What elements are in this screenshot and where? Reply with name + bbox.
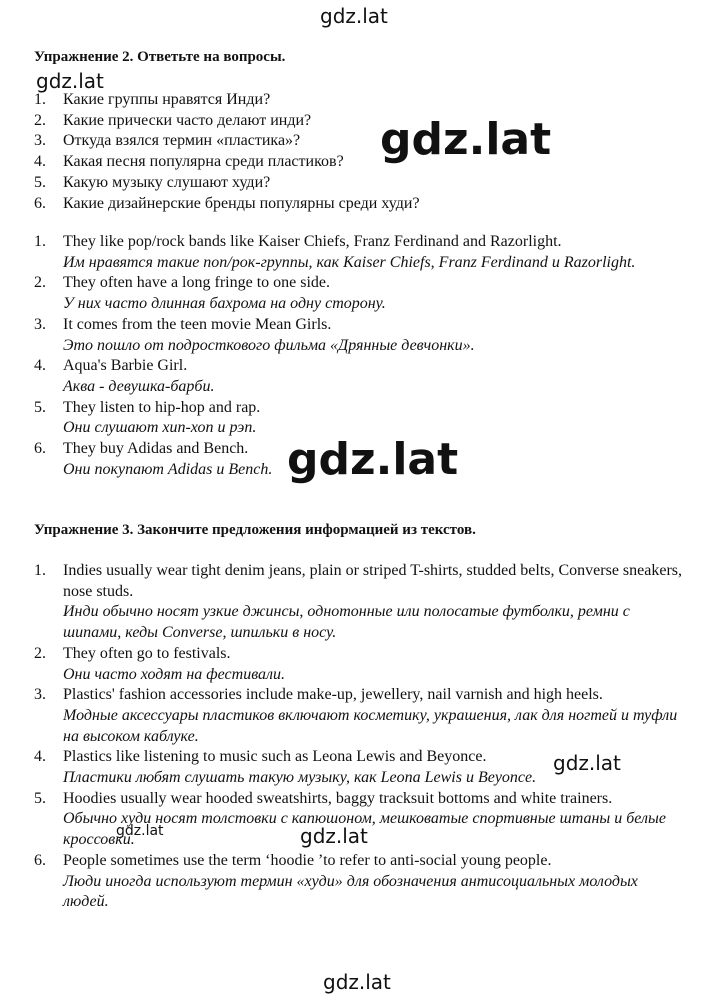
answer-item [34,398,684,439]
answer-item [34,644,684,685]
answer-item [34,273,684,314]
question-text: Какая песня популярна среди пластиков? [63,153,344,171]
answer-english: They often have a long fringe to one side. [63,274,331,292]
exercise2-heading: Упражнение 2. Ответьте на вопросы. [34,49,286,65]
exercise3-heading: Упражнение 3. Закончите предложения информацией из текстов. [34,522,476,538]
question-item [34,90,684,111]
answer-english: They buy Adidas and Bench. [63,440,249,458]
item-number: 3. [34,686,46,704]
answer-english: Plastics like listening to music such as Leona Lewis and Beyonce. [63,748,487,766]
answer-russian: Они покупают Adidas и Bench. [63,460,273,478]
question-item [34,173,684,194]
item-number: 2. [34,111,46,129]
question-item [34,194,684,215]
answer-english: Indies usually wear tight denim jeans, plain or striped T-shirts, studded belts, Converse sneakers, nose studs. [63,562,682,600]
question-item [34,152,684,173]
answer-russian: Они часто ходят на фестивали. [63,665,286,683]
question-text: Какую музыку слушают худи? [63,173,271,191]
answer-russian: Им нравятся такие поп/рок-группы, как Kaiser Chiefs, Franz Ferdinand и Razorlight. [63,253,636,271]
watermark-text: gdz.lat [116,823,164,839]
answer-russian: Модные аксессуары пластиков включают косметику, украшения, лак для ногтей и туфли на высоком каблуке. [63,706,678,745]
answer-english: They like pop/rock bands like Kaiser Chiefs, Franz Ferdinand and Razorlight. [63,233,562,250]
watermark-text: gdz.lat [287,434,459,485]
answer-english: Hoodies usually wear hooded sweatshirts, baggy tracksuit bottoms and white trainers. [63,789,613,807]
answer-english: They often go to festivals. [63,644,231,662]
item-number: 3. [34,132,46,150]
item-number: 2. [34,644,46,662]
item-number: 5. [34,789,46,807]
answer-russian: Пластики любят слушать такую музыку, как Leona Lewis и Beyonce. [63,769,537,787]
answer-english: It comes from the teen movie Mean Girls. [63,315,332,333]
answer-item [34,685,684,747]
watermark-text: gdz.lat [300,824,368,848]
question-text: Какие дизайнерские бренды популярны среди худи? [63,194,420,212]
answer-english: Plastics' fashion accessories include make-up, jewellery, nail varnish and high heels. [63,686,603,704]
question-text: Какие прически часто делают инди? [63,111,312,129]
question-item [34,111,684,132]
item-number: 4. [34,748,46,766]
item-number: 6. [34,851,46,869]
item-number: 2. [34,274,46,292]
item-number: 1. [34,91,46,108]
answer-english: People sometimes use the term ‘hoodie ’to refer to anti-social young people. [63,851,552,869]
question-text: Какие группы нравятся Инди? [63,91,271,108]
answer-item [34,851,684,913]
question-item [34,131,684,152]
answer-russian: Обычно худи носят толстовки с капюшоном, мешковатые спортивные штаны и белые кроссовки. [63,810,666,849]
item-number: 6. [34,194,46,212]
item-number: 4. [34,357,46,375]
exercise3-answers [34,561,684,913]
item-number: 1. [34,233,46,250]
item-number: 4. [34,153,46,171]
answer-russian: Они слушают хип-хоп и рэп. [63,419,257,437]
answer-item [34,232,684,273]
answer-item [34,561,684,644]
answer-russian: У них часто длинная бахрома на одну сторону. [63,295,386,313]
watermark-text: gdz.lat [323,970,391,994]
answer-english: Aqua's Barbie Girl. [63,357,188,375]
watermark-text: gdz.lat [36,69,104,93]
question-text: Откуда взялся термин «пластика»? [63,132,301,150]
watermark-text: gdz.lat [553,751,621,775]
exercise2-questions [34,90,684,214]
answer-russian: Люди иногда используют термин «худи» для обозначения антисоциальных молодых людей. [63,872,638,911]
item-number: 5. [34,398,46,416]
item-number: 6. [34,440,46,458]
answer-item [34,315,684,356]
item-number: 5. [34,173,46,191]
watermark-text: gdz.lat [320,4,388,28]
answer-english: They listen to hip-hop and rap. [63,398,261,416]
answer-russian: Инди обычно носят узкие джинсы, однотонные или полосатые футболки, ремни с шипами, кеды Converse, шпильки в носу. [63,603,630,642]
answer-item [34,356,684,397]
item-number: 1. [34,562,46,579]
watermark-text: gdz.lat [380,114,552,165]
answer-russian: Это пошло от подросткового фильма «Дрянные девчонки». [63,336,475,354]
answer-russian: Аква - девушка-барби. [63,377,215,395]
item-number: 3. [34,315,46,333]
